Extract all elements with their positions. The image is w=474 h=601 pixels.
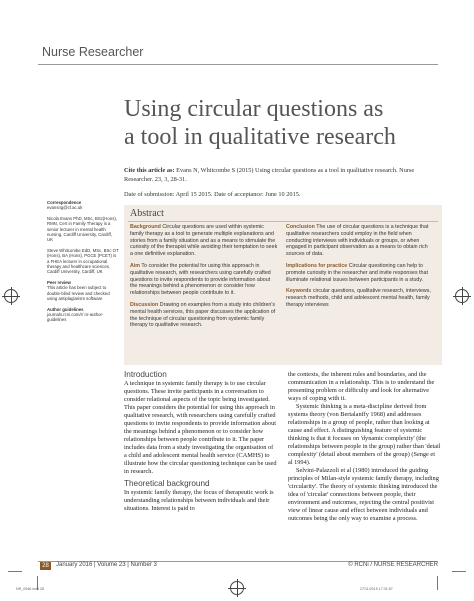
crop-mark bbox=[437, 576, 438, 590]
body-column-right bbox=[288, 371, 441, 523]
body-paragraph: the contexts, the inherent rules and boundaries, and the communication in a relationship. This is to understand the presenting problem or difficulty and look for alternative ways of coping with it. bbox=[288, 371, 435, 402]
submission-dates: Date of submission: April 15 2015. Date of acceptance: June 10 2015. bbox=[124, 191, 301, 198]
abstract-background bbox=[130, 224, 278, 258]
keywords-label: Keywords bbox=[286, 288, 312, 295]
author-1: Nicola Evans PhD, MSc, BSc(Hons), RMN, Cert in Family Therapy is a senior lecturer in mental health nursing, Cardiff University, Cardiff, UK bbox=[47, 215, 117, 243]
guidelines-link[interactable]: journals.rcni.com/r/ nr-author-guidelines bbox=[47, 311, 104, 323]
header-rule bbox=[38, 64, 438, 65]
keywords-text: circular questions, qualitative research, interviews, research methods, child and adolescent mental health, family therapy interviews bbox=[286, 288, 431, 308]
correspondence-block bbox=[47, 200, 119, 211]
abstract-rule bbox=[128, 221, 438, 222]
abstract-column-left bbox=[130, 224, 278, 334]
conclusion-label: Conclusion bbox=[286, 224, 315, 230]
body-column-left bbox=[124, 371, 277, 513]
abstract-conclusion bbox=[286, 224, 434, 258]
title-line-1: Using circular questions as bbox=[124, 96, 384, 122]
article-title bbox=[124, 95, 444, 151]
theory-heading: Theoretical background bbox=[124, 479, 210, 488]
peer-review-text: This article has been subject to double-blind review and checked using antiplagiarism software bbox=[47, 285, 110, 302]
copyright: © RCNi / NURSE RESEARCHER bbox=[348, 562, 438, 568]
registration-mark-left bbox=[4, 289, 18, 303]
implications-text: Circular questioning can help to promote curiosity in the researcher and invite responses that illuminate relational issues between participants in a study. bbox=[286, 262, 428, 283]
conclusion-text: The use of circular questions is a technique that qualitative researchers could employ in the field when conducting interviews with individuals or groups, or when engaged in participant observation as a means to obtain rich sources of data. bbox=[286, 224, 429, 258]
aim-label: Aim bbox=[130, 262, 141, 269]
abstract-implications bbox=[286, 263, 434, 283]
discussion-label: Discussion bbox=[130, 301, 159, 308]
aim-text: To consider the potential for using this approach in qualitative research, with researchers using carefully crafted questions to invite respondents to provide information about the meanings behind a phenomenon or consider how relationships between people contribute to it. bbox=[130, 262, 271, 297]
abstract-discussion bbox=[130, 302, 278, 329]
abstract-aim bbox=[130, 263, 278, 297]
body-paragraph: Selvini-Palazzoli et al (1980) introduced the guiding principles of Milan-style systemic family therapy, including 'circularity'. The theory of systemic thinking introduced the idea of 'circular' connections between people, their environment and outcomes, rejecting the central positivist view of linear cause and effect between individuals and outcomes being the only way to examine a process. bbox=[288, 467, 439, 522]
correspondence-email[interactable]: evansng@cf.ac.uk bbox=[47, 205, 83, 211]
cite-label: Cite this article as: bbox=[124, 167, 175, 174]
intro-heading: Introduction bbox=[124, 370, 167, 379]
intro-paragraph: A technique in systemic family therapy is to use circular questions. These invite participants in a conversation to consider relational aspects of the topic being investigated. This paper considers the potential for using this approach in qualitative research, with researchers using carefully crafted questions to invite respondents to provide information about the meanings behind a phenomenon or to consider how relationships between people contribute to it. The paper includes data from a study investigating the organisation of a child and adolescent mental health service (CAMHS) to illustrate how the circular questioning technique can be used in research. bbox=[124, 380, 277, 475]
abstract-column-right bbox=[286, 224, 434, 314]
peer-review-label: Peer review bbox=[47, 279, 71, 285]
cite-text: Evans N, Whitcombe S (2015) Using circular questions as a tool in qualitative research. Nurse Researcher. 23, 3, 28-31. bbox=[124, 167, 415, 183]
abstract-heading: Abstract bbox=[130, 208, 164, 219]
implications-label: Implications for practice bbox=[286, 262, 348, 269]
abstract-box bbox=[124, 205, 442, 365]
guidelines-block bbox=[47, 307, 119, 323]
issue-info: January 2016 | Volume 23 | Number 3 bbox=[56, 562, 157, 568]
author-sidebar bbox=[47, 200, 119, 328]
registration-mark-bottom bbox=[230, 581, 244, 595]
background-label: Background bbox=[130, 224, 161, 230]
crop-mark bbox=[8, 571, 22, 572]
author-2: Steve Whitcombe EdD, MSc, BSc OT (Hons), BA (Hons), PGCE (PCET) is a FHEA lecturer in occupational therapy and healthcare sciences, Cardiff University, Cardiff, UK bbox=[47, 247, 119, 275]
journal-name: Nurse Researcher bbox=[42, 45, 144, 59]
print-slug-date: 27/11/2015 17:31:57 bbox=[360, 587, 393, 591]
background-text: Circular questions are used within systemic family therapy as a tool to generate multiple explanations and stories from a family situation and as a means to stimulate the curiosity of the therapist while avoiding their temptation to seek a one definitive explanation. bbox=[130, 224, 278, 258]
title-line-2: a tool in qualitative research bbox=[124, 124, 396, 150]
crop-mark bbox=[452, 571, 466, 572]
citation bbox=[124, 167, 442, 184]
body-paragraph: Systemic thinking is a meta-discipline derived from systems theory (von Bertalanffy 1968) and addresses relationships in a group of people, rather than looking at cause and effect. A distinguishing feature of systemic thinking is that it focuses on 'dynamic complexity' (the relationships between people in the group) rather than 'detail complexity' (detail about members of the group) (Senge et al 1994). bbox=[288, 403, 441, 466]
abstract-keywords bbox=[286, 288, 434, 308]
page-number: 28 bbox=[40, 562, 51, 570]
registration-mark-right bbox=[455, 289, 469, 303]
peer-review-block bbox=[47, 280, 119, 302]
guidelines-label: Author guidelines bbox=[47, 306, 84, 312]
theory-paragraph: In systemic family therapy, the focus of therapeutic work is understanding relationships between individuals and their situations. Interest is paid to bbox=[124, 489, 274, 512]
correspondence-label: Correspondence bbox=[47, 200, 82, 205]
print-slug-file: NR_0946.indd 28 bbox=[16, 587, 44, 591]
discussion-text: Drawing on examples from a study into children's mental health services, this paper discusses the application of the technique of circular questioning from systemic family therapy to qualitative research. bbox=[130, 301, 276, 329]
